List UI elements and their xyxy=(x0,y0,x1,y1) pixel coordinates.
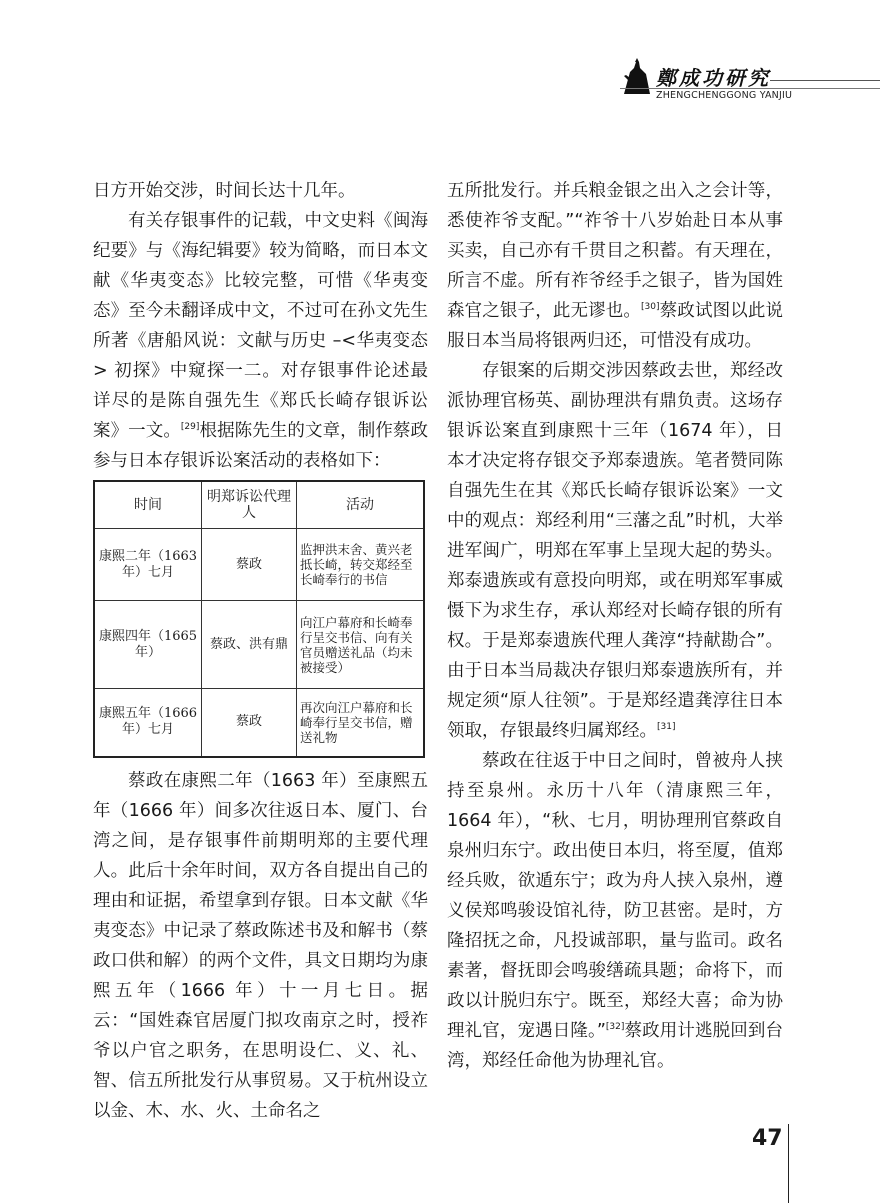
table-header-row xyxy=(94,481,424,529)
paragraph: 蔡政在康熙二年（1663 年）至康熙五年（1666 年）间多次往返日本、厦门、台湾之间，是存银事件前期明郑的主要代理人。此后十余年时间，双方各自提出自己的理由和证据，希望拿到存银。日本文献《华夷变态》中记录了蔡政陈述书及和解书（蔡政口供和解）的两个文件，具文日期均为康熙五年（1666 年）十一月七日。据云：“国姓森官居厦门拟攻南京之时，授祚爷以户官之职务，在思明设仁、义、礼、智、信五所批发行从事贸易。又于杭州设立以金、木、水、火、土命名之 xyxy=(93,770,428,1121)
paragraph-text: 存银案的后期交涉因蔡政去世，郑经改派协理官杨英、副协理洪有鼎负责。这场存银诉讼案直到康熙十三年（1674 年），日本才决定将存银交予郑泰遗族。笔者赞同陈自强先生在其《郑氏长崎存银诉讼案》一文中的观点：郑经利用“三藩之乱”时机，大举进军闽广，明郑在军事上呈现大起的势头。郑泰遗族或有意投向明郑，或在明郑军事威慑下为求生存，承认郑经对长崎存银的所有权。于是郑泰遗族代理人龚淳“持献勘合”。由于日本当局裁决存银归郑泰遗族所有，并规定须“原人往领”。于是郑经遣龚淳往日本领取，存银最终归属郑经。 xyxy=(447,361,783,741)
header-rule xyxy=(770,80,880,81)
table-header-cell: 时间 xyxy=(94,481,202,529)
footer-rule xyxy=(788,1124,789,1203)
statue-logo-icon xyxy=(620,58,654,96)
journal-title-zh: 鄭成功研究 xyxy=(656,66,771,90)
table-cell-time: 康熙二年（1663 年）七月 xyxy=(94,529,202,601)
paragraph xyxy=(447,746,783,1076)
paragraph xyxy=(447,176,783,356)
paragraph-text: 有关存银事件的记载，中文史料《闽海纪要》与《海纪辑要》较为简略，而日本文献《华夷变态》比较完整，可惜《华夷变态》至今未翻译成中文，不过可在孙文先生所著《唐船风说：文献与历史 –<华夷变态 > 初探》中窥探一二。对存银事件论述最详尽的是陈自强先生《郑氏长崎存银诉讼案》一文。 xyxy=(93,211,428,441)
activity-table xyxy=(93,480,425,758)
table-cell-agent: 蔡政 xyxy=(202,689,297,757)
footnote-ref: [32] xyxy=(605,1022,625,1033)
journal-title-en: ZHENGCHENGGONG YANJIU xyxy=(656,90,793,101)
table-cell-activity: 再次向江户幕府和长崎奉行呈交书信，赠送礼物 xyxy=(297,689,425,757)
paragraph-text: 五所批发行。并兵粮金银之出入之会计等，悉使祚爷支配。”“祚爷十八岁始赴日本从事买卖，自己亦有千贯目之积蓄。有天理在，所言不虚。所有祚爷经手之银子，皆为国姓森官之银子，此无谬也。 xyxy=(447,181,783,321)
paragraph-text: 蔡政试图以此说服日本当局将银两归还，可惜没有成功。 xyxy=(447,301,784,351)
table-cell-time: 康熙五年（1666 年）七月 xyxy=(94,689,202,757)
table-row xyxy=(94,689,424,757)
paragraph xyxy=(93,206,428,476)
table-cell-agent: 蔡政 xyxy=(202,529,297,601)
right-column xyxy=(447,176,783,1076)
table-cell-activity: 监押洪末舍、黄兴老抵长崎，转交郑经至长崎奉行的书信 xyxy=(297,529,425,601)
paragraph-text: 蔡政在往返于中日之间时，曾被舟人挟持至泉州。永历十八年（清康熙三年，1664 年），“秋、七月，明协理刑官蔡政自泉州归东宁。政出使日本归，将至厦，值郑经兵败，欲遁东宁；政为舟人挟入泉州，遵义侯郑鸣骏设馆礼待，防卫甚密。是时，方隆招抚之命，凡投诚部职，量与监司。政名素著，督抚即会鸣骏缮疏具题；命将下，而政以计脱归东宁。既至，郑经大喜；命为协理礼官，宠遇日隆。” xyxy=(447,751,783,1041)
table-header-cell: 活动 xyxy=(297,481,425,529)
header-rule-lower xyxy=(620,88,880,89)
paragraph: 日方开始交涉，时间长达十几年。 xyxy=(93,181,356,201)
page-number: 47 xyxy=(752,1126,783,1151)
footnote-ref: [30] xyxy=(641,302,660,313)
paragraph-text: 根据陈先生的文章，制作蔡政参与日本存银诉讼案活动的表格如下： xyxy=(93,421,428,471)
paragraph-text: 蔡政用计逃脱回到台湾，郑经任命他为协理礼官。 xyxy=(447,1021,783,1071)
footnote-ref: [31] xyxy=(657,722,676,733)
table-row xyxy=(94,601,424,689)
paragraph xyxy=(447,356,783,746)
table-cell-agent: 蔡政、洪有鼎 xyxy=(202,601,297,689)
table-header-cell: 明郑诉讼代理人 xyxy=(202,481,297,529)
journal-header xyxy=(620,58,880,108)
table-row xyxy=(94,529,424,601)
footnote-ref: [29] xyxy=(180,422,200,433)
left-column xyxy=(93,176,428,1126)
table-cell-activity: 向江户幕府和长崎奉行呈交书信、向有关官员赠送礼品（均未被接受） xyxy=(297,601,425,689)
table-cell-time: 康熙四年（1665 年） xyxy=(94,601,202,689)
